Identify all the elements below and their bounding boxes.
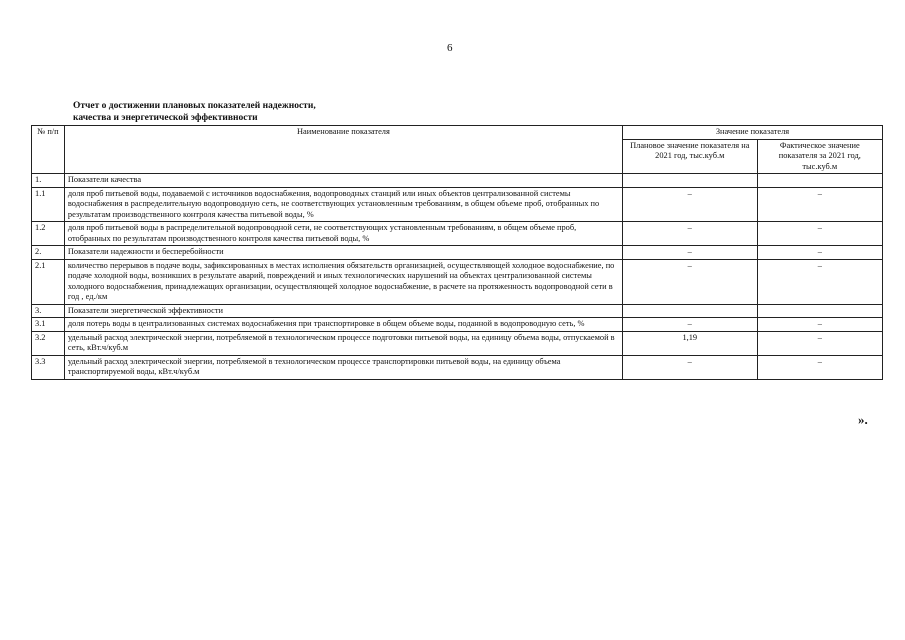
header-fact: Фактическое значение показателя за 2021 год, тыс.куб.м (757, 139, 882, 174)
table-row (32, 246, 883, 260)
row-fact (757, 174, 882, 188)
report-title-line-2: качества и энергетической эффективности (73, 113, 258, 123)
table-row (32, 318, 883, 332)
table-row (32, 304, 883, 318)
row-name: Показатели качества (64, 174, 622, 188)
header-value-group: Значение показателя (622, 126, 882, 140)
row-fact: – (757, 318, 882, 332)
table-row (32, 174, 883, 188)
page-number: 6 (447, 42, 453, 54)
row-plan: – (622, 318, 757, 332)
row-plan: – (622, 246, 757, 260)
row-fact (757, 304, 882, 318)
row-fact: – (757, 355, 882, 379)
row-num: 2. (32, 246, 65, 260)
table-row (32, 331, 883, 355)
row-num: 1.1 (32, 187, 65, 222)
row-plan (622, 304, 757, 318)
row-num: 3.1 (32, 318, 65, 332)
row-num: 3.2 (32, 331, 65, 355)
row-fact: – (757, 246, 882, 260)
table-row (32, 259, 883, 304)
row-num: 1.2 (32, 222, 65, 246)
row-plan: – (622, 222, 757, 246)
row-plan: – (622, 355, 757, 379)
report-title (73, 100, 473, 124)
row-name: доля проб питьевой воды в распределительной водопроводной сети, не соответствующих установленным требованиям, в общем объеме проб, отобранных по результатам производственного контроля качества питьевой воды, % (64, 222, 622, 246)
row-plan: 1,19 (622, 331, 757, 355)
table-row (32, 355, 883, 379)
row-num: 3. (32, 304, 65, 318)
row-num: 1. (32, 174, 65, 188)
indicators-table (31, 125, 883, 380)
table-row (32, 187, 883, 222)
report-title-line-1: Отчет о достижении плановых показателей надежности, (73, 101, 316, 111)
row-name: Показатели надежности и бесперебойности (64, 246, 622, 260)
row-fact: – (757, 331, 882, 355)
closing-quote: ». (858, 412, 868, 427)
row-name: Показатели энергетической эффективности (64, 304, 622, 318)
row-num: 2.1 (32, 259, 65, 304)
row-name: доля проб питьевой воды, подаваемой с источников водоснабжения, водопроводных станций или иных объектов централизованной системы водоснабжения в распределительную водопроводную сеть, не соответствующих установленным требованиям, в общем объеме проб, отобранных по результатам производственного контроля качества питьевой воды, % (64, 187, 622, 222)
row-name: доля потерь воды в централизованных системах водоснабжения при транспортировке в общем объеме воды, поданной в водопроводную сеть, % (64, 318, 622, 332)
header-num: № п/п (32, 126, 65, 174)
table-header-row (32, 126, 883, 140)
row-plan: – (622, 187, 757, 222)
row-num: 3.3 (32, 355, 65, 379)
header-name: Наименование показателя (64, 126, 622, 174)
row-name: удельный расход электрической энергии, потребляемой в технологическом процессе транспортировки питьевой воды, на единицу объема транспортируемой воды, кВт.ч/куб.м (64, 355, 622, 379)
row-fact: – (757, 187, 882, 222)
header-plan: Плановое значение показателя на 2021 год, тыс.куб.м (622, 139, 757, 174)
row-plan: – (622, 259, 757, 304)
table-row (32, 222, 883, 246)
row-plan (622, 174, 757, 188)
row-name: количество перерывов в подаче воды, зафиксированных в местах исполнения обязательств организацией, осуществляющей холодное водоснабжение, по подаче холодной воды, возникших в результате аварий, повреждений и иных технологических нарушений на объектах централизованной системы холодного водоснабжения, принадлежащих организации, осуществляющей холодное водоснабжение, в расчете на протяженность водопроводной сети в год , ед./км (64, 259, 622, 304)
row-name: удельный расход электрической энергии, потребляемой в технологическом процессе подготовки питьевой воды, на единицу объема воды, отпускаемой в сеть, кВт.ч/куб.м (64, 331, 622, 355)
row-fact: – (757, 259, 882, 304)
row-fact: – (757, 222, 882, 246)
